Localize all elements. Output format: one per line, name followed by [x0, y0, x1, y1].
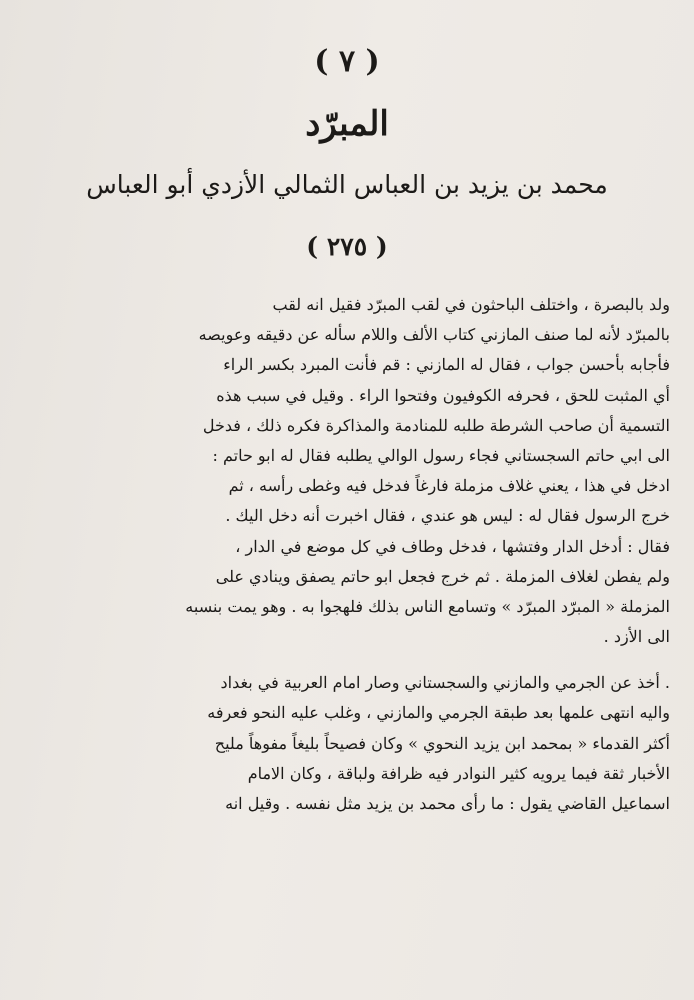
- text-line: أكثر القدماء « بمحمد ابن يزيد النحوي » وكان فصيحاً بليغاً مفوهاً مليح: [214, 733, 670, 753]
- text-line: ولم يفطن لغلاف المزملة . ثم خرج فجعل ابو حاتم يصفق وينادي على: [215, 566, 670, 586]
- page-number: ( ٧ ): [314, 44, 380, 79]
- death-year: ( ٢٧٥ ): [306, 232, 388, 261]
- text-line: ولد بالبصرة ، واختلف الباحثون في لقب المبرّد فقيل انه لقب: [272, 295, 670, 314]
- text-line: بالمبرّد لأنه لما صنف المازني كتاب الألف واللام سأله عن دقيقه وعويصه: [198, 325, 670, 345]
- text-line: المزملة « المبرّد المبرّد » وتسامع الناس بذلك فلهجوا به . وهو يمت بنسبه: [185, 596, 670, 616]
- text-line: اسماعيل القاضي يقول : ما رأى محمد بن يزيد مثل نفسه . وقيل انه: [225, 794, 670, 813]
- biography-text: [58, 290, 670, 819]
- text-line: الأخبار ثقة فيما يرويه كثير النوادر فيه ظرافة ولباقة ، وكان الامام: [247, 763, 670, 783]
- entry-title: المبرّد: [305, 104, 389, 144]
- text-line: ادخل في هذا ، يعني غلاف مزملة فارغاً فدخل فيه وغطى رأسه ، ثم: [228, 476, 670, 496]
- text-line: الى الأزد .: [603, 627, 670, 647]
- text-line: فقال : أدخل الدار وفتشها ، فدخل وطاف في كل موضع في الدار ،: [235, 536, 670, 556]
- entry-full-name: محمد بن يزيد بن العباس الثمالي الأزدي أبو العباس: [86, 170, 608, 199]
- text-line: أي المثبت للحق ، فحرفه الكوفيون وفتحوا الراء . وقيل في سبب هذه: [216, 385, 670, 405]
- text-line: خرج الرسول فقال له : ليس هو عندي ، فقال اخبرت أنه دخل اليك .: [225, 506, 670, 526]
- text-line: فأجابه بأحسن جواب ، فقال له المازني : قم فأنت المبرد بكسر الراء: [223, 355, 670, 375]
- text-line: واليه انتهى علمها بعد طبقة الجرمي والمازني ، وغلب عليه النحو فعرفه: [207, 703, 670, 723]
- paragraph-gap: [58, 652, 670, 668]
- text-line: . أخذ عن الجرمي والمازني والسجستاني وصار امام العربية في بغداد: [220, 673, 670, 693]
- text-line: التسمية أن صاحب الشرطة طلبه للمنادمة والمذاكرة فكره ذلك ، فدخل: [202, 415, 670, 435]
- text-line: الى ابي حاتم السجستاني فجاء رسول الوالي يطلبه فقال له ابو حاتم :: [212, 445, 670, 465]
